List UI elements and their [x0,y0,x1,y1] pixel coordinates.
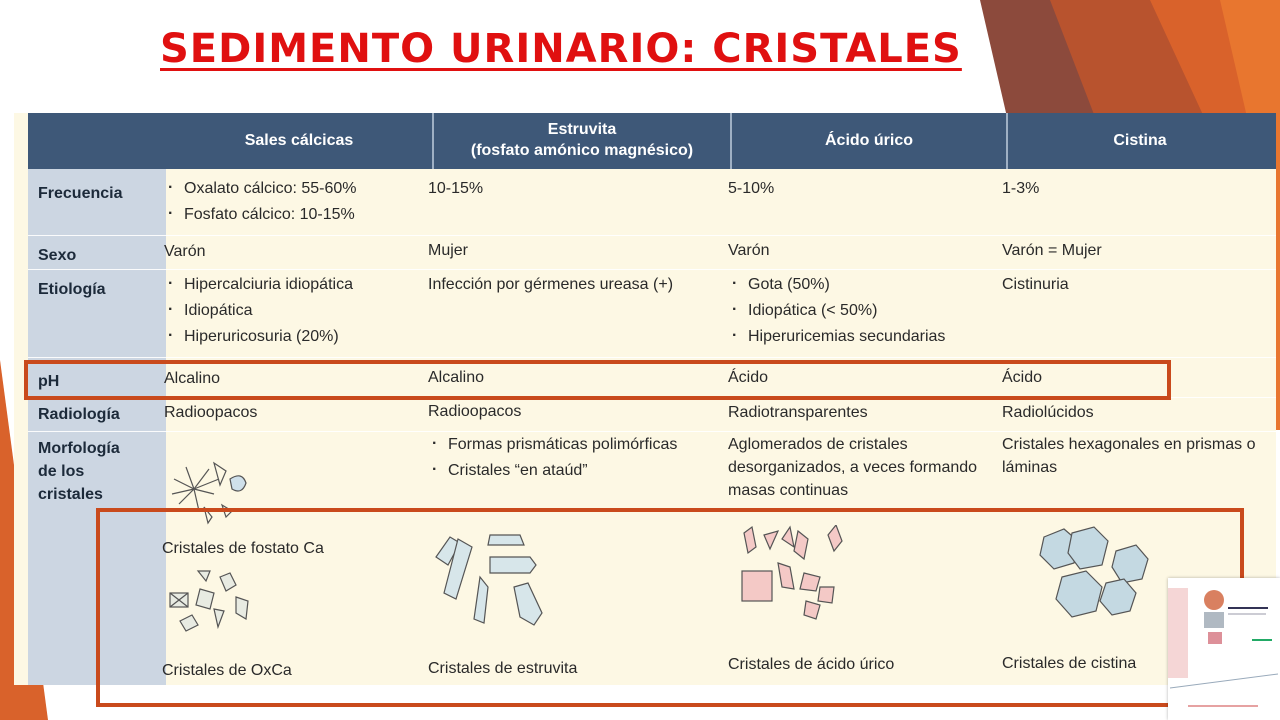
cell-radiologia-estruvita: Radioopacos [428,403,522,420]
header-estruvita: Estruvita (fosfato amónico magnésico) [470,121,694,159]
cell-frecuencia-urico: 5-10% [728,180,775,197]
row-label-frecuencia: Frecuencia [38,185,123,202]
row-label-sexo: Sexo [38,247,77,264]
header-sales-calcicas: Sales cálcicas [244,131,354,149]
book-cover-thumbnail [1168,578,1280,720]
cell-morfologia-urico: Aglomerados de cristales desorganizados, a veces formando masas continuas [728,436,978,500]
caption-oxca: Cristales de OxCa [162,662,292,679]
cell-ph-urico: Ácido [728,369,769,386]
list-item: · Idiopática (< 50%) [728,299,945,322]
cell-radiologia-urico: Radiotransparentes [728,404,868,421]
cell-sexo-cistina: Varón = Mujer [1002,242,1102,259]
ph-row-highlight [24,360,1171,400]
cell-radiologia-sales: Radioopacos [164,404,258,421]
row-divider [28,431,1276,432]
cell-frecuencia-sales [164,177,357,229]
cell-sexo-urico: Varón [728,242,770,259]
cell-ph-sales: Alcalino [164,370,221,387]
caption-acido-urico: Cristales de ácido úrico [728,656,895,673]
row-divider [28,235,1276,236]
row-divider [28,269,1276,270]
row-divider [28,357,1276,358]
cell-morfologia-estruvita [428,433,677,485]
cell-etiologia-urico [728,273,945,352]
cover-art [1168,578,1280,720]
cell-etiologia-sales [164,273,353,352]
caption-fosfato-ca: Cristales de fostato Ca [162,540,324,557]
list-item: · Oxalato cálcico: 55-60% [164,177,357,200]
row-label-etiologia: Etiología [38,281,106,298]
header-acido-urico: Ácido úrico [824,131,913,149]
row-label-radiologia: Radiología [38,406,120,423]
cell-radiologia-cistina: Radiolúcidos [1002,404,1094,421]
list-item: · Formas prismáticas polimórficas [428,433,677,456]
header-cistina: Cistina [1113,131,1167,149]
list-item: · Hiperuricosuria (20%) [164,325,353,348]
cell-frecuencia-estruvita: 10-15% [428,180,484,197]
list-item: · Idiopática [164,299,353,322]
cell-ph-estruvita: Alcalino [428,369,485,386]
corner-decoration [980,0,1280,130]
cell-etiologia-cistina: Cistinuria [1002,276,1069,293]
list-item: · Cristales “en ataúd” [428,459,677,482]
cell-sexo-sales: Varón [164,243,206,260]
caption-cistina: Cristales de cistina [1002,655,1137,672]
slide-title: SEDIMENTO URINARIO: CRISTALES [160,26,962,72]
list-item: · Gota (50%) [728,273,945,296]
row-label-morfologia: Morfología de los cristales [38,440,120,504]
cell-frecuencia-cistina: 1-3% [1002,180,1040,197]
cell-etiologia-estruvita: Infección por gérmenes ureasa (+) [428,276,674,293]
caption-estruvita: Cristales de estruvita [428,660,578,677]
list-item: · Hiperuricemias secundarias [728,325,945,348]
row-label-ph: pH [38,373,60,390]
list-item: · Hipercalciuria idiopática [164,273,353,296]
list-item: · Fosfato cálcico: 10-15% [164,203,357,226]
cell-ph-cistina: Ácido [1002,369,1043,386]
cell-morfologia-cistina: Cristales hexagonales en prismas o láminas [1002,436,1256,477]
crystals-highlight [96,508,1244,707]
cell-sexo-estruvita: Mujer [428,242,469,259]
